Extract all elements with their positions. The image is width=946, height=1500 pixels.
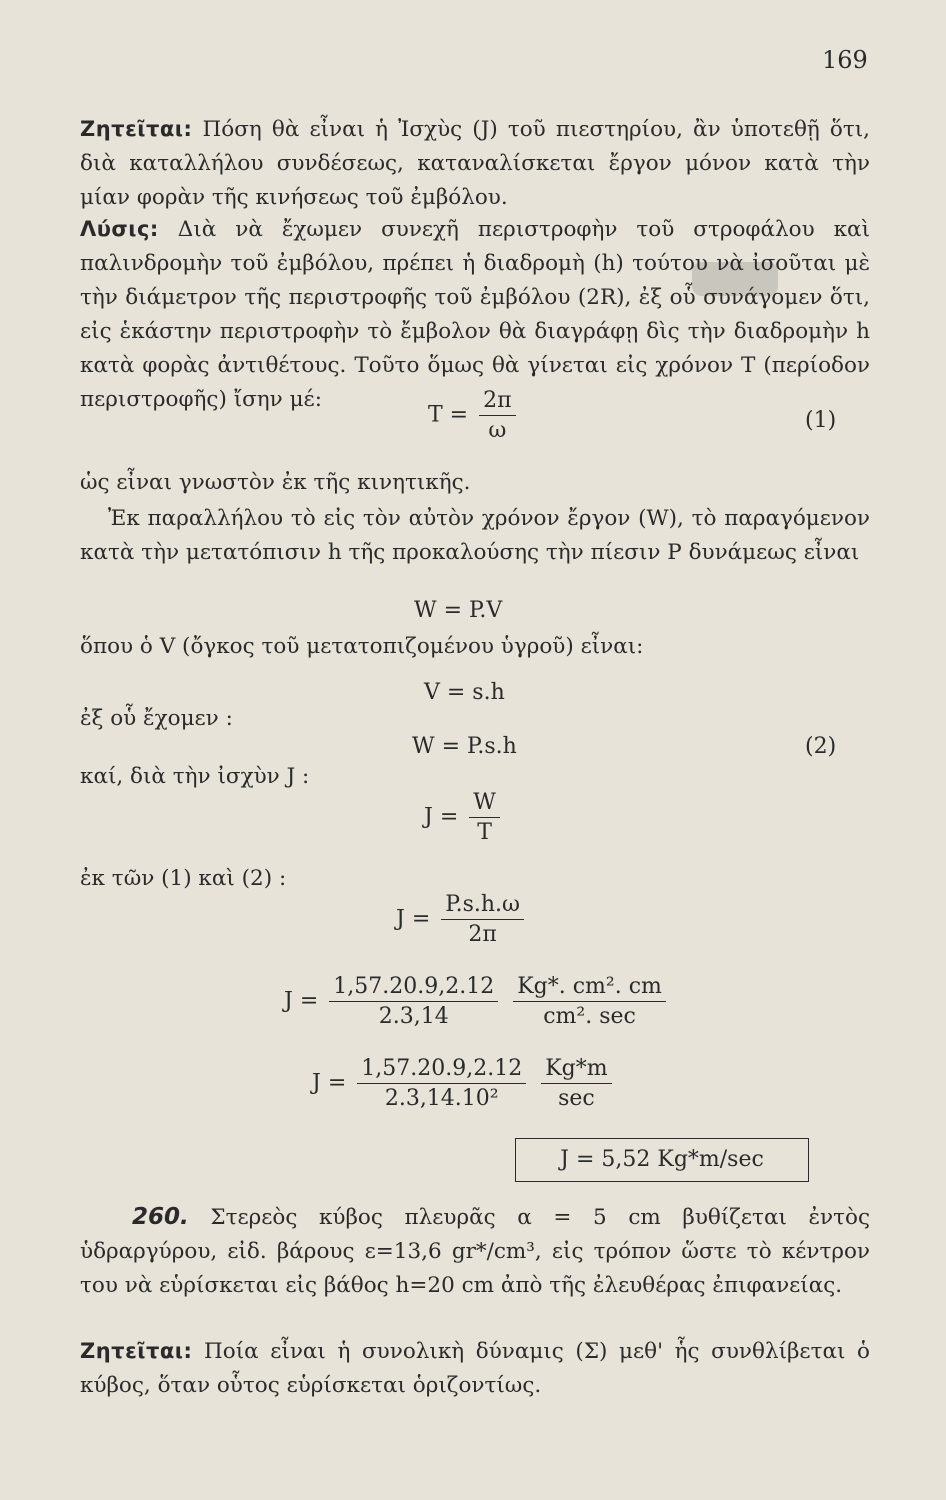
eqj4-lhs: J = bbox=[312, 1070, 347, 1096]
eqj3-unit-fraction bbox=[513, 974, 666, 1029]
equation-v: V = s.h bbox=[424, 680, 505, 705]
question-paragraph bbox=[80, 1334, 870, 1403]
page-number: 169 bbox=[822, 46, 868, 74]
from-label: ἐκ τῶν (1) καὶ (2) : bbox=[80, 866, 287, 891]
equation-2: W = P.s.h bbox=[412, 734, 517, 759]
problem-number: 260. bbox=[132, 1204, 189, 1230]
eqj2-numerator: P.s.h.ω bbox=[441, 892, 524, 920]
eqj3-value-fraction bbox=[329, 974, 498, 1029]
equation-j3 bbox=[284, 974, 670, 1029]
solution-label: Λύσις: bbox=[80, 217, 159, 241]
question-text: Ποία εἶναι ἡ συνολικὴ δύναμις (Σ) μεθ' ἧς συνθλίβεται ὁ κύβος, ὅταν οὗτος εὑρίσκεται ὁριζοντίως. bbox=[80, 1339, 870, 1398]
eq1-denominator: ω bbox=[488, 418, 507, 443]
eqj-fraction bbox=[469, 790, 500, 845]
eqj3-unit-numerator: Kg*. cm². cm bbox=[513, 974, 666, 1002]
eqj4-unit-numerator: Kg*m bbox=[541, 1056, 611, 1084]
problem-paragraph bbox=[80, 1200, 870, 1303]
intro-label: Ζητεῖται: bbox=[80, 117, 193, 141]
whence-label: ἐξ οὗ ἔχομεν : bbox=[80, 706, 233, 731]
equation-j bbox=[424, 790, 504, 845]
problem-text: Στερεὸς κύβος πλευρᾶς α = 5 cm βυθίζεται ἐντὸς ὑδραργύρου, εἰδ. βάρους ε=13,6 gr*/cm³, εἰς τρόπον ὥστε τὸ κέντρον του νὰ εὑρίσκεται εἰς βάθος h=20 cm ἀπὸ τῆς ἐλευθέρας ἐπιφανείας. bbox=[80, 1205, 870, 1298]
eqj3-value-denominator: 2.3,14 bbox=[378, 1004, 449, 1029]
equation-j2 bbox=[396, 892, 528, 947]
eqj4-value-denominator: 2.3,14.10² bbox=[384, 1086, 499, 1111]
result-box: J = 5,52 Kg*m/sec bbox=[515, 1138, 809, 1182]
volume-line: ὅπου ὁ V (ὄγκος τοῦ μετατοπιζομένου ὑγροῦ) εἶναι: bbox=[80, 634, 644, 659]
solution-text: Διὰ νὰ ἔχωμεν συνεχῆ περιστροφὴν τοῦ στροφάλου καὶ παλινδρομὴν τοῦ ἐμβόλου, πρέπει ἡ διαδρομὴ (h) τούτου νὰ ἰσοῦται μὲ τὴν διάμετρον τῆς περιστροφῆς τοῦ ἐμβόλου (2R), ἐξ οὗ συνάγομεν ὅτι, εἰς ἑκάστην περιστροφὴν τὸ ἔμβολον θὰ διαγράφῃ δὶς τὴν διαδρομὴν h κατὰ φορὰς ἀντιθέτους. Τοῦτο ὅμως θὰ γίνεται εἰς χρόνον T (περίοδον περιστροφῆς) ἴσην μέ: bbox=[80, 217, 870, 412]
eqj4-unit-denominator: sec bbox=[558, 1086, 595, 1111]
eq2-tag: (2) bbox=[805, 734, 837, 759]
eqj4-value-fraction bbox=[357, 1056, 526, 1111]
eqj4-value-numerator: 1,57.20.9,2.12 bbox=[357, 1056, 526, 1084]
eq1-fraction bbox=[479, 388, 515, 443]
eq1-numerator: 2π bbox=[479, 388, 515, 416]
eqj3-value-numerator: 1,57.20.9,2.12 bbox=[329, 974, 498, 1002]
question-label: Ζητεῖται: bbox=[80, 1339, 193, 1363]
equation-j4 bbox=[312, 1056, 616, 1111]
eqj3-unit-denominator: cm². sec bbox=[543, 1004, 636, 1029]
eqj2-fraction bbox=[441, 892, 524, 947]
eq1-lhs: T = bbox=[428, 402, 469, 428]
eqj-lhs: J = bbox=[424, 804, 459, 830]
eqj2-lhs: J = bbox=[396, 906, 431, 932]
eqj3-lhs: J = bbox=[284, 988, 319, 1014]
eqj2-denominator: 2π bbox=[468, 922, 497, 947]
work-paragraph: Ἐκ παραλλήλου τὸ εἰς τὸν αὐτὸν χρόνον ἔργον (W), τὸ παραγόμενον κατὰ τὴν μετατόπισιν h τῆς προκαλούσης τὴν πίεσιν P δυνάμεως εἶναι bbox=[80, 506, 870, 565]
eqj4-unit-fraction bbox=[541, 1056, 611, 1111]
intro-paragraph bbox=[80, 112, 870, 215]
solution-paragraph bbox=[80, 212, 870, 417]
power-label: καί, διὰ τὴν ἰσχὺν J : bbox=[80, 764, 310, 789]
intro-text: Πόση θὰ εἶναι ἡ Ἰσχὺς (J) τοῦ πιεστηρίου, ἂν ὑποτεθῇ ὅτι, διὰ καταλλήλου συνδέσεως, καταναλίσκεται ἔργον μόνον κατὰ τὴν μίαν φορὰν τῆς κινήσεως τοῦ ἐμβόλου. bbox=[80, 117, 870, 210]
eqj-denominator: T bbox=[477, 820, 492, 845]
eqj-numerator: W bbox=[469, 790, 500, 818]
known-line: ὡς εἶναι γνωστὸν ἐκ τῆς κινητικῆς. bbox=[80, 470, 471, 495]
eq1-tag: (1) bbox=[805, 408, 837, 433]
equation-w: W = P.V bbox=[414, 598, 503, 623]
equation-1 bbox=[428, 388, 520, 443]
